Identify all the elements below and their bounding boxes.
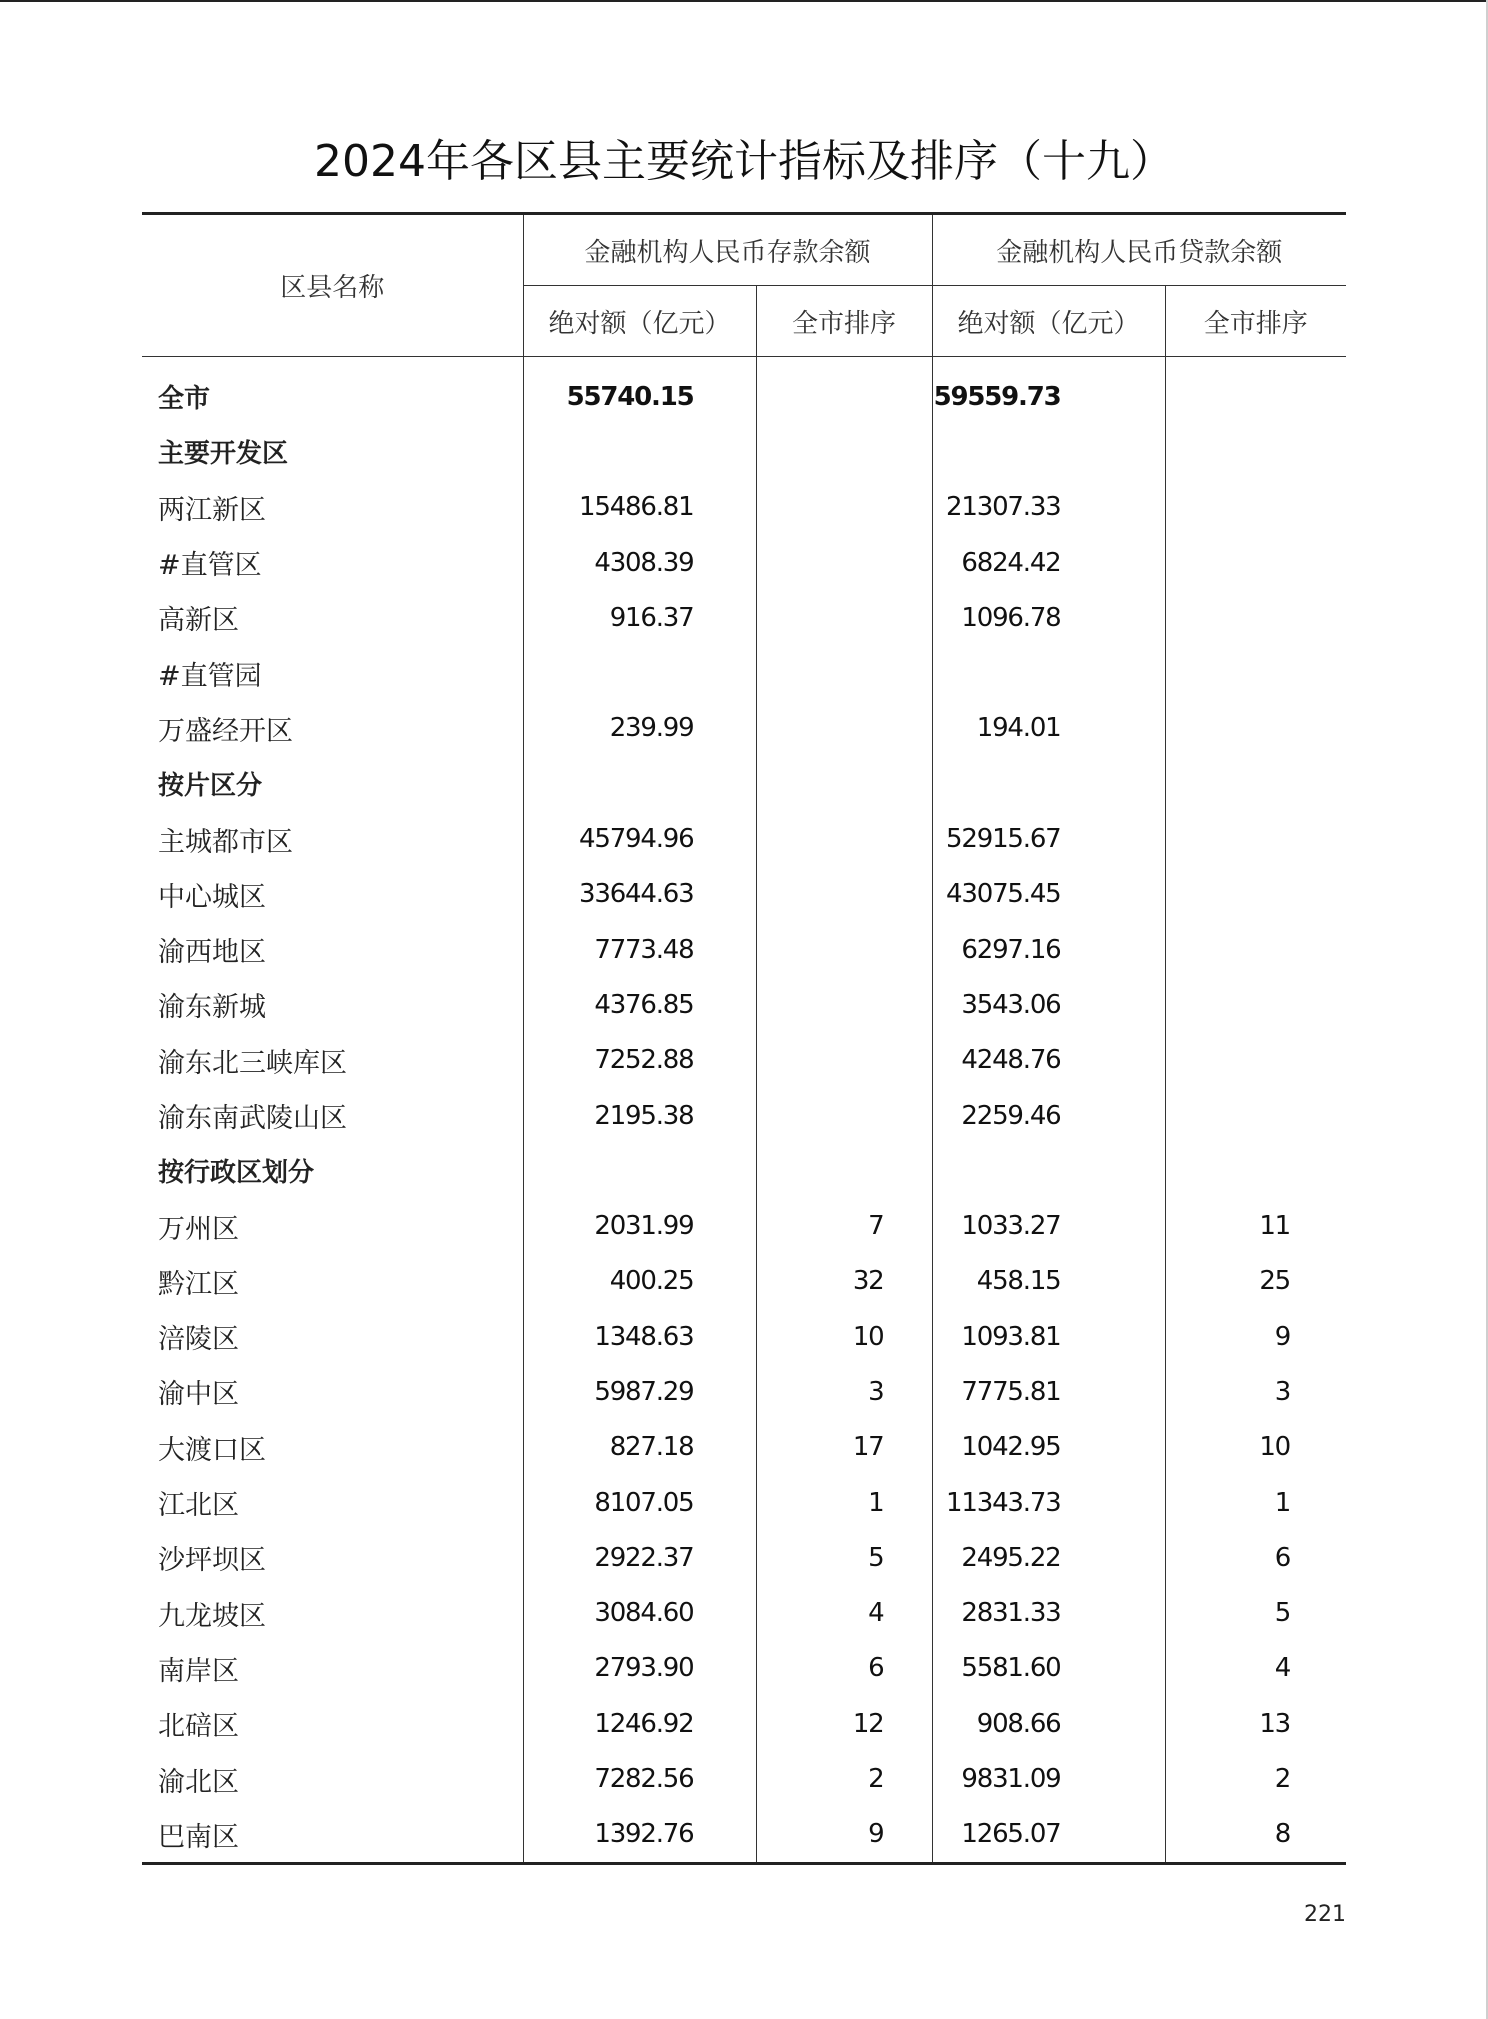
- table-row: [142, 645, 1346, 700]
- loan-value: 908.66: [932, 1696, 1165, 1751]
- loan-value: 2831.33: [932, 1586, 1165, 1641]
- loan-value: [932, 1143, 1165, 1198]
- loan-value: 3543.06: [932, 977, 1165, 1032]
- loan-value: 59559.73: [932, 357, 1165, 425]
- table-row: [142, 1033, 1346, 1088]
- loan-rank: 1: [1165, 1475, 1346, 1530]
- row-name: 渝东南武陵山区: [158, 1103, 347, 1134]
- row-name: #直管区: [158, 550, 262, 582]
- deposit-value: 1348.63: [523, 1309, 756, 1364]
- deposit-value: 55740.15: [523, 357, 756, 425]
- deposit-value: 7773.48: [523, 922, 756, 977]
- table-row: [142, 701, 1346, 756]
- header-region-name: 区县名称: [142, 214, 523, 357]
- deposit-value: 827.18: [523, 1420, 756, 1475]
- loan-value: 43075.45: [932, 867, 1165, 922]
- loan-rank: 2: [1165, 1751, 1346, 1806]
- table-row: [142, 1475, 1346, 1530]
- loan-rank: [1165, 535, 1346, 590]
- deposit-rank: 1: [756, 1475, 932, 1530]
- loan-rank: 6: [1165, 1530, 1346, 1585]
- deposit-value: 916.37: [523, 590, 756, 645]
- loan-rank: [1165, 701, 1346, 756]
- table-row: [142, 867, 1346, 922]
- page-top-border: [0, 0, 1488, 2]
- table-body: [142, 357, 1346, 1864]
- loan-rank: 5: [1165, 1586, 1346, 1641]
- deposit-value: [523, 424, 756, 479]
- loan-value: 458.15: [932, 1254, 1165, 1309]
- loan-value: 1033.27: [932, 1198, 1165, 1253]
- table-row: [142, 977, 1346, 1032]
- loan-value: 2495.22: [932, 1530, 1165, 1585]
- deposit-rank: 7: [756, 1198, 932, 1253]
- loan-rank: 4: [1165, 1641, 1346, 1696]
- table-row: [142, 1088, 1346, 1143]
- loan-value: 5581.60: [932, 1641, 1165, 1696]
- deposit-value: 8107.05: [523, 1475, 756, 1530]
- row-name: 高新区: [158, 605, 239, 637]
- loan-rank: [1165, 811, 1346, 866]
- deposit-value: 2195.38: [523, 1088, 756, 1143]
- deposit-value: 239.99: [523, 701, 756, 756]
- table-row: [142, 424, 1346, 479]
- loan-rank: [1165, 590, 1346, 645]
- loan-rank: [1165, 867, 1346, 922]
- deposit-rank: 3: [756, 1364, 932, 1419]
- loan-value: 6297.16: [932, 922, 1165, 977]
- loan-value: 194.01: [932, 701, 1165, 756]
- deposit-value: 15486.81: [523, 480, 756, 535]
- table-row: [142, 357, 1346, 425]
- row-name: 北碚区: [158, 1711, 239, 1743]
- row-name: #直管园: [158, 660, 262, 692]
- table-row: [142, 1309, 1346, 1364]
- page-number: 221: [1304, 1902, 1346, 1927]
- loan-rank: 25: [1165, 1254, 1346, 1309]
- deposit-rank: [756, 922, 932, 977]
- loan-value: 1042.95: [932, 1420, 1165, 1475]
- row-name: 渝北区: [158, 1766, 239, 1798]
- deposit-value: 7252.88: [523, 1033, 756, 1088]
- loan-rank: [1165, 424, 1346, 479]
- table-row: [142, 756, 1346, 811]
- row-name: 万州区: [158, 1213, 239, 1245]
- loan-rank: [1165, 1088, 1346, 1143]
- deposit-value: [523, 756, 756, 811]
- table-row: [142, 1198, 1346, 1253]
- loan-rank: [1165, 756, 1346, 811]
- row-name: 大渡口区: [158, 1434, 266, 1466]
- table-row: [142, 590, 1346, 645]
- deposit-rank: [756, 480, 932, 535]
- header-deposit-absolute: 绝对额（亿元）: [523, 286, 756, 357]
- loan-value: 4248.76: [932, 1033, 1165, 1088]
- table-row: [142, 1530, 1346, 1585]
- deposit-rank: [756, 1033, 932, 1088]
- table-row: [142, 1696, 1346, 1751]
- row-name: 按片区分: [158, 771, 263, 802]
- row-name: 渝西地区: [158, 937, 266, 969]
- deposit-value: 2031.99: [523, 1198, 756, 1253]
- deposit-rank: [756, 535, 932, 590]
- row-name: 中心城区: [158, 881, 266, 913]
- loan-value: 21307.33: [932, 480, 1165, 535]
- row-name: 主城都市区: [158, 826, 293, 858]
- deposit-value: [523, 645, 756, 700]
- page-title: 2024年各区县主要统计指标及排序（十九）: [314, 136, 1174, 187]
- loan-rank: 11: [1165, 1198, 1346, 1253]
- deposit-rank: 9: [756, 1807, 932, 1864]
- deposit-value: 4376.85: [523, 977, 756, 1032]
- loan-rank: [1165, 645, 1346, 700]
- table-row: [142, 1143, 1346, 1198]
- table-row: [142, 1420, 1346, 1475]
- loan-value: [932, 424, 1165, 479]
- loan-value: 9831.09: [932, 1751, 1165, 1806]
- table-row: [142, 1364, 1346, 1419]
- header-deposit-group: 金融机构人民币存款余额: [523, 214, 932, 286]
- table-row: [142, 1807, 1346, 1864]
- deposit-rank: [756, 867, 932, 922]
- deposit-rank: [756, 357, 932, 425]
- deposit-value: 45794.96: [523, 811, 756, 866]
- loan-rank: 9: [1165, 1309, 1346, 1364]
- loan-rank: [1165, 480, 1346, 535]
- deposit-rank: [756, 1088, 932, 1143]
- header-loan-absolute: 绝对额（亿元）: [932, 286, 1165, 357]
- deposit-rank: [756, 1143, 932, 1198]
- table-row: [142, 1751, 1346, 1806]
- row-name: 江北区: [158, 1490, 239, 1522]
- deposit-value: 33644.63: [523, 867, 756, 922]
- loan-value: 52915.67: [932, 811, 1165, 866]
- statistics-table: [142, 212, 1346, 1865]
- loan-rank: 3: [1165, 1364, 1346, 1419]
- deposit-value: 2793.90: [523, 1641, 756, 1696]
- loan-value: 1093.81: [932, 1309, 1165, 1364]
- table-row: [142, 1254, 1346, 1309]
- header-deposit-rank: 全市排序: [756, 286, 932, 357]
- row-name: 渝东新城: [158, 992, 266, 1024]
- deposit-rank: [756, 590, 932, 645]
- row-name: 巴南区: [158, 1821, 239, 1853]
- loan-rank: [1165, 1033, 1346, 1088]
- deposit-value: 5987.29: [523, 1364, 756, 1419]
- deposit-value: 3084.60: [523, 1586, 756, 1641]
- row-name: 黔江区: [158, 1268, 239, 1300]
- loan-rank: 10: [1165, 1420, 1346, 1475]
- deposit-rank: 4: [756, 1586, 932, 1641]
- deposit-rank: 12: [756, 1696, 932, 1751]
- row-name: 渝中区: [158, 1379, 239, 1411]
- header-loan-rank: 全市排序: [1165, 286, 1346, 357]
- loan-value: 11343.73: [932, 1475, 1165, 1530]
- loan-value: [932, 756, 1165, 811]
- table-row: [142, 535, 1346, 590]
- deposit-rank: 10: [756, 1309, 932, 1364]
- loan-value: [932, 645, 1165, 700]
- row-name: 全市: [158, 384, 211, 415]
- table-row: [142, 480, 1346, 535]
- deposit-value: 400.25: [523, 1254, 756, 1309]
- deposit-rank: [756, 701, 932, 756]
- deposit-rank: [756, 756, 932, 811]
- loan-rank: [1165, 922, 1346, 977]
- deposit-rank: [756, 645, 932, 700]
- deposit-value: 7282.56: [523, 1751, 756, 1806]
- deposit-rank: 6: [756, 1641, 932, 1696]
- deposit-rank: 2: [756, 1751, 932, 1806]
- loan-rank: 13: [1165, 1696, 1346, 1751]
- row-name: 按行政区划分: [158, 1158, 315, 1189]
- row-name: 沙坪坝区: [158, 1545, 266, 1577]
- loan-value: 1265.07: [932, 1807, 1165, 1864]
- row-name: 渝东北三峡库区: [158, 1047, 347, 1079]
- deposit-rank: 17: [756, 1420, 932, 1475]
- deposit-rank: [756, 811, 932, 866]
- deposit-rank: [756, 977, 932, 1032]
- deposit-value: [523, 1143, 756, 1198]
- loan-value: 2259.46: [932, 1088, 1165, 1143]
- table-row: [142, 1586, 1346, 1641]
- row-name: 涪陵区: [158, 1324, 239, 1356]
- deposit-rank: 5: [756, 1530, 932, 1585]
- loan-value: 6824.42: [932, 535, 1165, 590]
- table-row: [142, 1641, 1346, 1696]
- loan-rank: [1165, 1143, 1346, 1198]
- loan-rank: [1165, 977, 1346, 1032]
- loan-value: 7775.81: [932, 1364, 1165, 1419]
- deposit-rank: [756, 424, 932, 479]
- loan-rank: 8: [1165, 1807, 1346, 1864]
- loan-value: 1096.78: [932, 590, 1165, 645]
- deposit-value: 4308.39: [523, 535, 756, 590]
- deposit-value: 1246.92: [523, 1696, 756, 1751]
- row-name: 九龙坡区: [158, 1600, 266, 1632]
- row-name: 两江新区: [158, 494, 266, 526]
- loan-rank: [1165, 357, 1346, 425]
- table-row: [142, 922, 1346, 977]
- deposit-value: 2922.37: [523, 1530, 756, 1585]
- deposit-value: 1392.76: [523, 1807, 756, 1864]
- deposit-rank: 32: [756, 1254, 932, 1309]
- table-row: [142, 811, 1346, 866]
- header-loan-group: 金融机构人民币贷款余额: [932, 214, 1346, 286]
- row-name: 主要开发区: [158, 439, 289, 470]
- row-name: 南岸区: [158, 1655, 239, 1687]
- row-name: 万盛经开区: [158, 715, 293, 747]
